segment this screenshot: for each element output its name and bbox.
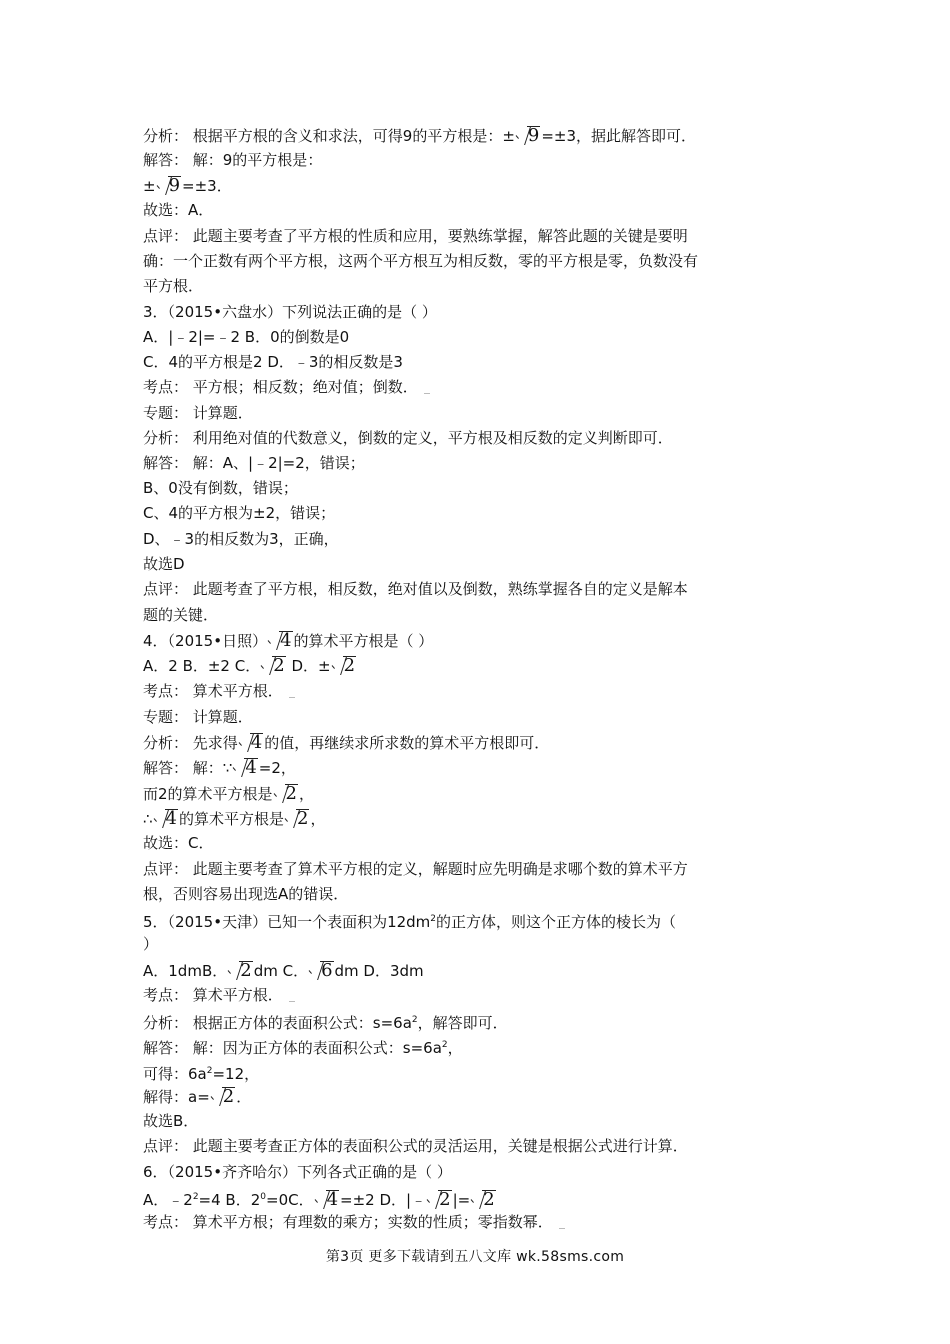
text-line bbox=[143, 1011, 508, 1032]
text-run: 解答： 解：∵ bbox=[143, 759, 233, 777]
text-line bbox=[143, 860, 688, 878]
text-run: A．1dmB． bbox=[143, 962, 228, 980]
page-footer: 第3页 更多下载请到五八文库 wk.58sms.com bbox=[325, 1249, 625, 1265]
text-line bbox=[143, 1188, 497, 1209]
square-root-expression bbox=[211, 1087, 235, 1106]
text-run: A．2 B．±2 C． bbox=[143, 657, 261, 675]
text-line bbox=[143, 885, 348, 903]
text-run: ， bbox=[299, 785, 315, 803]
text-line bbox=[143, 1137, 688, 1155]
text-line bbox=[143, 303, 437, 321]
square-root-expression bbox=[309, 961, 333, 980]
radicand: 2 bbox=[483, 1189, 495, 1210]
text-run: D、﹣3的相反数为3，正确， bbox=[143, 530, 339, 548]
text-run: 专题： 计算题． bbox=[143, 404, 253, 422]
text-run: 点评： 此题主要考查正方体的表面积公式的灵活运用，关键是根据公式进行计算． bbox=[143, 1137, 688, 1155]
underscore-mark bbox=[424, 393, 430, 394]
text-line bbox=[143, 1112, 198, 1130]
text-run: A．|﹣2|=﹣2 B．0的倒数是0 bbox=[143, 328, 350, 346]
radicand: 9 bbox=[168, 175, 181, 196]
text-run: =4 B．2 bbox=[198, 1191, 261, 1209]
text-line bbox=[143, 277, 203, 295]
superscript: 2 bbox=[206, 1066, 213, 1076]
text-line bbox=[143, 176, 232, 195]
text-run: C．4的平方根是2 D．﹣3的相反数是3 bbox=[143, 353, 403, 371]
underscore-mark bbox=[289, 1001, 295, 1002]
underscore-mark bbox=[289, 697, 295, 698]
text-run: 分析： 利用绝对值的代数意义，倒数的定义，平方根及相反数的定义判断即可． bbox=[143, 429, 673, 447]
text-run: C、4的平方根为±2，错误； bbox=[143, 504, 336, 522]
superscript: 2 bbox=[192, 1192, 199, 1202]
text-line bbox=[143, 580, 688, 598]
text-line bbox=[143, 201, 213, 219]
square-root-expression bbox=[285, 809, 309, 828]
text-run: 平方根． bbox=[143, 277, 204, 295]
text-run: =±2 D．|﹣ bbox=[340, 1191, 427, 1209]
superscript: 2 bbox=[441, 1040, 448, 1050]
text-run: 5．（2015•天津）已知一个表面积为12dm bbox=[143, 913, 431, 931]
text-line bbox=[143, 454, 365, 472]
text-line bbox=[143, 682, 295, 700]
superscript: 0 bbox=[260, 1192, 266, 1202]
radicand: 2 bbox=[273, 655, 285, 676]
text-run: 根，否则容易出现选A的错误． bbox=[143, 885, 349, 903]
text-run: 解得：a= bbox=[143, 1088, 210, 1106]
square-root-expression bbox=[239, 733, 263, 752]
text-run: 6．（2015•齐齐哈尔）下列各式正确的是（ ） bbox=[143, 1163, 452, 1181]
text-run: =0C． bbox=[266, 1191, 314, 1209]
text-line bbox=[143, 126, 696, 145]
text-run: ∴ bbox=[143, 810, 153, 828]
text-run: 4．（2015•日照） bbox=[143, 632, 268, 650]
text-run: 考点： 算术平方根． bbox=[143, 986, 283, 1004]
text-line bbox=[143, 733, 549, 752]
text-line bbox=[143, 784, 314, 803]
text-run: 考点： 算术平方根． bbox=[143, 682, 283, 700]
text-run: ． bbox=[236, 1088, 252, 1106]
text-run: =±3，据此解答即可． bbox=[541, 127, 697, 145]
text-run: |= bbox=[452, 1191, 471, 1209]
text-run: 题的关键． bbox=[143, 606, 219, 624]
text-line bbox=[143, 378, 430, 396]
text-run: 分析： 根据平方根的含义和求法，可得9的平方根是：± bbox=[143, 127, 515, 145]
radicand: 4 bbox=[165, 808, 177, 829]
text-line bbox=[143, 961, 424, 980]
text-run: 点评： 此题考查了平方根，相反数，绝对值以及倒数，熟练掌握各自的定义是解本 bbox=[143, 580, 688, 598]
radicand: 4 bbox=[280, 630, 292, 651]
text-line bbox=[143, 530, 339, 548]
text-line bbox=[143, 555, 185, 573]
square-root-expression bbox=[268, 631, 292, 650]
square-root-expression bbox=[315, 1190, 339, 1209]
text-line bbox=[143, 1213, 565, 1231]
text-run: 的值，再继续求所求数的算术平方根即可． bbox=[264, 734, 550, 752]
square-root-expression bbox=[233, 758, 257, 777]
text-run: ± bbox=[143, 177, 156, 195]
text-run: 解答： 解：A、|﹣2|=2，错误； bbox=[143, 454, 365, 472]
radicand: 2 bbox=[285, 783, 297, 804]
text-run: 的正方体，则这个正方体的棱长为（ bbox=[436, 913, 677, 931]
text-run: 点评： 此题主要考查了平方根的性质和应用，要熟练掌握，解答此题的关键是要明 bbox=[143, 227, 688, 245]
text-run: 故选B． bbox=[143, 1112, 199, 1130]
text-run: =±3． bbox=[182, 177, 232, 195]
radicand: 9 bbox=[527, 125, 540, 146]
text-line bbox=[143, 1087, 251, 1106]
text-line bbox=[143, 606, 218, 624]
text-run: 点评： 此题主要考查了算术平方根的定义，解题时应先明确是求哪个数的算术平方 bbox=[143, 860, 688, 878]
text-run: 确：一个正数有两个平方根，这两个平方根互为相反数，零的平方根是零，负数没有 bbox=[143, 252, 699, 270]
superscript: 2 bbox=[430, 914, 437, 924]
text-run: 解答： 解：因为正方体的表面积公式：s=6a bbox=[143, 1039, 442, 1057]
text-line bbox=[143, 834, 213, 852]
text-run: 而2的算术平方根是 bbox=[143, 785, 273, 803]
text-run: 解答： 解：9的平方根是： bbox=[143, 151, 323, 169]
text-line bbox=[143, 429, 673, 447]
text-line bbox=[143, 986, 295, 1004]
text-line bbox=[143, 1036, 463, 1057]
underscore-mark bbox=[559, 1228, 565, 1229]
radicand: 4 bbox=[326, 1189, 339, 1210]
square-root-expression bbox=[157, 176, 181, 195]
text-line bbox=[143, 227, 688, 245]
text-run: =2， bbox=[258, 759, 296, 777]
text-line bbox=[143, 1062, 259, 1083]
text-run: 考点： 平方根；相反数；绝对值；倒数． bbox=[143, 378, 418, 396]
radicand: 2 bbox=[222, 1086, 235, 1107]
text-line bbox=[143, 758, 296, 777]
text-run: 故选：C． bbox=[143, 834, 214, 852]
text-run: 分析： 根据正方体的表面积公式：s=6a bbox=[143, 1014, 412, 1032]
text-line bbox=[143, 404, 253, 422]
square-root-expression bbox=[516, 126, 540, 145]
text-run: 专题： 计算题． bbox=[143, 708, 253, 726]
text-run: 的算术平方根是（ ） bbox=[293, 632, 434, 650]
text-line bbox=[143, 631, 433, 650]
square-root-expression bbox=[471, 1190, 495, 1209]
text-line bbox=[143, 809, 325, 828]
text-line bbox=[143, 328, 349, 346]
superscript: 2 bbox=[411, 1015, 418, 1025]
text-line bbox=[143, 708, 253, 726]
text-line bbox=[143, 504, 335, 522]
radicand: 4 bbox=[250, 732, 263, 753]
text-line bbox=[143, 479, 298, 497]
text-line bbox=[143, 151, 322, 169]
text-run: dm D．3dm bbox=[334, 962, 424, 980]
square-root-expression bbox=[154, 809, 178, 828]
text-run: ， bbox=[310, 810, 326, 828]
text-run: ， bbox=[447, 1039, 463, 1057]
text-run: 故选D bbox=[143, 555, 185, 573]
text-run: B、0没有倒数，错误； bbox=[143, 479, 298, 497]
text-line bbox=[143, 656, 357, 675]
text-run: =12， bbox=[212, 1065, 260, 1083]
radicand: 6 bbox=[321, 960, 333, 981]
square-root-expression bbox=[427, 1190, 451, 1209]
text-run: dm C． bbox=[253, 962, 309, 980]
text-line bbox=[143, 353, 403, 371]
text-run: 考点： 算术平方根；有理数的乘方；实数的性质；零指数幂． bbox=[143, 1213, 553, 1231]
text-run: 故选：A． bbox=[143, 201, 214, 219]
square-root-expression bbox=[228, 961, 252, 980]
text-run: 分析： 先求得 bbox=[143, 734, 238, 752]
text-run: 可得：6a bbox=[143, 1065, 207, 1083]
text-line bbox=[143, 1163, 452, 1181]
square-root-expression bbox=[332, 656, 356, 675]
text-run: D．± bbox=[286, 657, 331, 675]
radicand: 2 bbox=[297, 808, 309, 829]
text-run: ） bbox=[143, 935, 159, 953]
square-root-expression bbox=[274, 784, 298, 803]
text-line bbox=[143, 910, 676, 931]
text-run: 3．（2015•六盘水）下列说法正确的是（ ） bbox=[143, 303, 437, 321]
radicand: 4 bbox=[245, 757, 257, 778]
radicand: 2 bbox=[439, 1189, 451, 1210]
text-line bbox=[143, 252, 698, 270]
square-root-expression bbox=[261, 656, 285, 675]
text-run: 的算术平方根是 bbox=[179, 810, 285, 828]
radicand: 2 bbox=[240, 960, 252, 981]
text-run: A．﹣2 bbox=[143, 1191, 193, 1209]
text-line bbox=[143, 935, 158, 953]
text-run: ，解答即可． bbox=[417, 1014, 508, 1032]
radicand: 2 bbox=[343, 655, 356, 676]
